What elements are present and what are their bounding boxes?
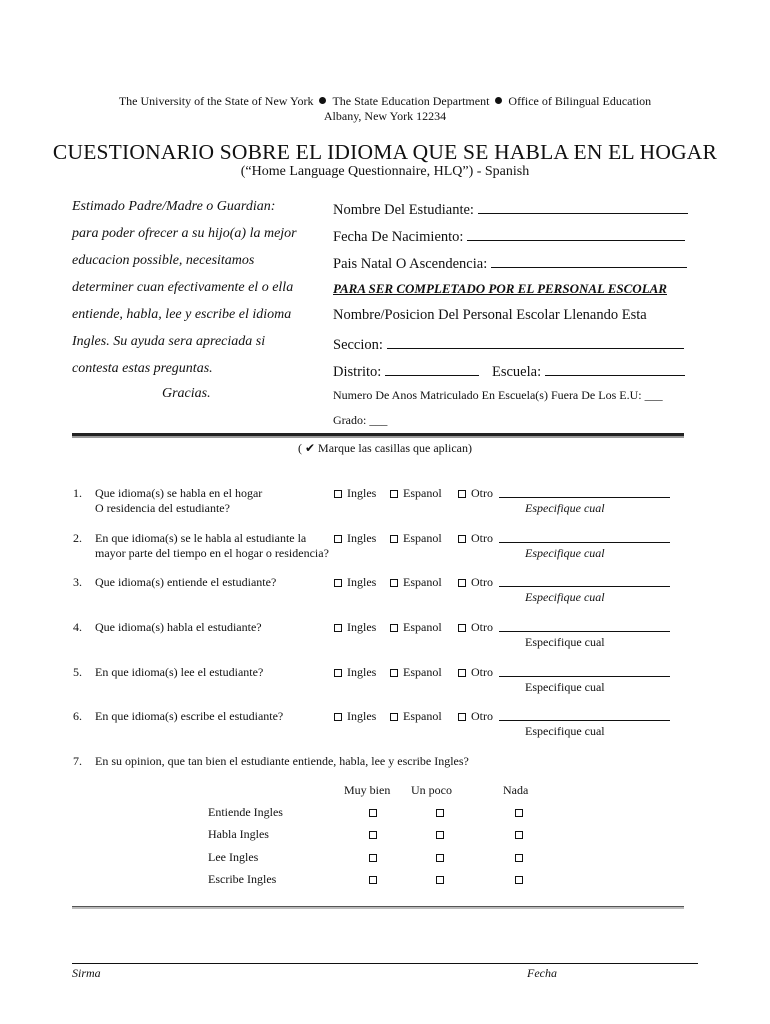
question-text-cont: mayor parte del tiempo en el hogar o residencia? — [95, 546, 329, 560]
option-ingles[interactable]: Ingles — [334, 709, 376, 724]
student-name-line[interactable] — [478, 199, 688, 214]
checkbox-icon[interactable] — [436, 876, 444, 884]
header-line-1 — [0, 94, 770, 109]
question-text: En que idioma(s) se le habla al estudiante la — [95, 531, 307, 545]
intro-line: determiner cuan efectivamente el o ella — [72, 280, 294, 295]
checkbox-icon[interactable] — [515, 831, 523, 839]
checkbox-icon[interactable] — [369, 809, 377, 817]
checkbox-icon[interactable] — [390, 579, 398, 587]
section-label: Seccion: — [333, 337, 383, 353]
bullet-icon — [495, 97, 502, 104]
bottom-divider — [72, 906, 684, 909]
option-ingles[interactable]: Ingles — [334, 665, 376, 680]
checkbox-icon[interactable] — [458, 669, 466, 677]
checkbox-icon[interactable] — [436, 809, 444, 817]
grade-field[interactable]: Grado: ___ — [333, 413, 388, 427]
q7-row-label: Lee Ingles — [208, 850, 259, 864]
checkbox-icon[interactable] — [334, 579, 342, 587]
specify-label: Especifique cual — [525, 680, 605, 694]
option-otro[interactable]: Otro — [458, 575, 493, 590]
other-specify-line[interactable] — [499, 676, 670, 677]
specify-label: Especifique cual — [525, 501, 605, 515]
section-divider — [72, 433, 684, 438]
question-number: 2. — [73, 531, 82, 545]
option-otro[interactable]: Otro — [458, 665, 493, 680]
birth-date-label: Fecha De Nacimiento: — [333, 229, 464, 245]
header-org-bilingual-office: Office of Bilingual Education — [508, 94, 652, 108]
birth-date-field[interactable] — [333, 226, 685, 246]
q7-col-un-poco: Un poco — [411, 783, 452, 797]
question-text-cont: O residencia del estudiante? — [95, 501, 230, 515]
q7-row-label: Entiende Ingles — [208, 805, 283, 819]
option-espanol[interactable]: Espanol — [390, 575, 442, 590]
checkbox-icon[interactable] — [436, 831, 444, 839]
intro-line: Ingles. Su ayuda sera apreciada si — [72, 334, 266, 349]
checkbox-icon[interactable] — [458, 535, 466, 543]
option-otro[interactable]: Otro — [458, 709, 493, 724]
option-otro[interactable]: Otro — [458, 620, 493, 635]
checkbox-icon[interactable] — [458, 490, 466, 498]
student-name-label: Nombre Del Estudiante: — [333, 202, 474, 218]
checkbox-icon[interactable] — [515, 876, 523, 884]
option-otro[interactable]: Otro — [458, 531, 493, 546]
school-label: Escuela: — [492, 364, 542, 380]
intro-line: Estimado Padre/Madre o Guardian: — [72, 199, 276, 214]
checkbox-icon[interactable] — [390, 624, 398, 632]
q7-row-label: Habla Ingles — [208, 827, 269, 841]
q7-col-muy-bien: Muy bien — [344, 783, 391, 797]
intro-line: contesta estas preguntas. — [72, 361, 213, 376]
header-org-university: The University of the State of New York — [118, 94, 314, 108]
option-ingles[interactable]: Ingles — [334, 486, 376, 501]
birth-date-line[interactable] — [467, 226, 685, 241]
option-espanol[interactable]: Espanol — [390, 709, 442, 724]
checkbox-icon[interactable] — [390, 535, 398, 543]
other-specify-line[interactable] — [499, 542, 670, 543]
specify-label: Especifique cual — [525, 590, 605, 604]
checkbox-icon[interactable] — [369, 831, 377, 839]
question-text: En que idioma(s) escribe el estudiante? — [95, 709, 284, 723]
staff-name-label: Nombre/Posicion Del Personal Escolar Llenando Esta — [333, 307, 647, 323]
checkbox-icon[interactable] — [334, 669, 342, 677]
bullet-icon — [319, 97, 326, 104]
page-subtitle: (“Home Language Questionnaire, HLQ”) - Spanish — [240, 164, 530, 179]
checkbox-icon[interactable] — [334, 713, 342, 721]
country-label: Pais Natal O Ascendencia: — [333, 256, 488, 272]
signature-line[interactable] — [72, 963, 527, 964]
signature-date-label: Fecha — [527, 966, 557, 980]
checkbox-icon[interactable] — [515, 809, 523, 817]
option-otro[interactable]: Otro — [458, 486, 493, 501]
specify-label: Especifique cual — [525, 546, 605, 560]
other-specify-line[interactable] — [499, 586, 670, 587]
checkbox-icon[interactable] — [390, 713, 398, 721]
checkbox-icon[interactable] — [334, 535, 342, 543]
intro-line: entiende, habla, lee y escribe el idioma — [72, 307, 292, 322]
specify-label: Especifique cual — [525, 635, 605, 649]
intro-line: educacion possible, necesitamos — [72, 253, 255, 268]
q7-number: 7. — [73, 754, 82, 768]
country-field[interactable] — [333, 253, 687, 273]
checkbox-icon[interactable] — [436, 854, 444, 862]
option-ingles[interactable]: Ingles — [334, 531, 376, 546]
checkbox-icon[interactable] — [369, 876, 377, 884]
country-line[interactable] — [491, 253, 687, 268]
checkbox-icon[interactable] — [334, 490, 342, 498]
check-instruction: ( ✔ Marque las casillas que aplican) — [298, 441, 472, 455]
page-title: CUESTIONARIO SOBRE EL IDIOMA QUE SE HABLA EN EL HOGAR — [52, 140, 718, 164]
checkbox-icon[interactable] — [458, 579, 466, 587]
years-abroad-field[interactable]: Numero De Anos Matriculado En Escuela(s) Fuera De Los E.U: ___ — [333, 388, 663, 402]
question-number: 4. — [73, 620, 82, 634]
question-number: 3. — [73, 575, 82, 589]
question-text: Que idioma(s) se habla en el hogar — [95, 486, 263, 500]
district-label: Distrito: — [333, 364, 382, 380]
checkbox-icon[interactable] — [334, 624, 342, 632]
question-number: 1. — [73, 486, 82, 500]
staff-section-heading: PARA SER COMPLETADO POR EL PERSONAL ESCOLAR — [333, 281, 667, 296]
checkbox-icon[interactable] — [390, 669, 398, 677]
option-ingles[interactable]: Ingles — [334, 620, 376, 635]
question-text: En que idioma(s) lee el estudiante? — [95, 665, 264, 679]
district-field[interactable] — [333, 361, 479, 381]
q7-row-label: Escribe Ingles — [208, 872, 277, 886]
option-espanol[interactable]: Espanol — [390, 665, 442, 680]
checkbox-icon[interactable] — [458, 713, 466, 721]
other-specify-line[interactable] — [499, 497, 670, 498]
question-number: 5. — [73, 665, 82, 679]
signature-date-line[interactable] — [527, 963, 698, 964]
header-org-education-dept: The State Education Department — [332, 94, 490, 108]
checkbox-icon[interactable] — [458, 624, 466, 632]
question-text: Que idioma(s) habla el estudiante? — [95, 620, 262, 634]
option-espanol[interactable]: Espanol — [390, 531, 442, 546]
q7-col-nada: Nada — [503, 783, 529, 797]
section-line[interactable] — [387, 334, 684, 349]
checkbox-icon[interactable] — [390, 490, 398, 498]
question-text: Que idioma(s) entiende el estudiante? — [95, 575, 277, 589]
student-name-field[interactable] — [333, 199, 688, 219]
other-specify-line[interactable] — [499, 631, 670, 632]
q7-text: En su opinion, que tan bien el estudiante entiende, habla, lee y escribe Ingles? — [95, 754, 469, 768]
intro-line: para poder ofrecer a su hijo(a) la mejor — [72, 226, 297, 241]
question-number: 6. — [73, 709, 82, 723]
checkbox-icon[interactable] — [515, 854, 523, 862]
option-espanol[interactable]: Espanol — [390, 620, 442, 635]
other-specify-line[interactable] — [499, 720, 670, 721]
option-espanol[interactable]: Espanol — [390, 486, 442, 501]
specify-label: Especifique cual — [525, 724, 605, 738]
school-field[interactable] — [492, 361, 685, 381]
school-line[interactable] — [545, 361, 685, 376]
signature-label: Sirma — [72, 966, 101, 980]
header-address: Albany, New York 12234 — [323, 109, 447, 123]
intro-thanks: Gracias. — [162, 386, 211, 401]
section-field[interactable] — [333, 334, 684, 354]
district-line[interactable] — [385, 361, 479, 376]
checkbox-icon[interactable] — [369, 854, 377, 862]
option-ingles[interactable]: Ingles — [334, 575, 376, 590]
